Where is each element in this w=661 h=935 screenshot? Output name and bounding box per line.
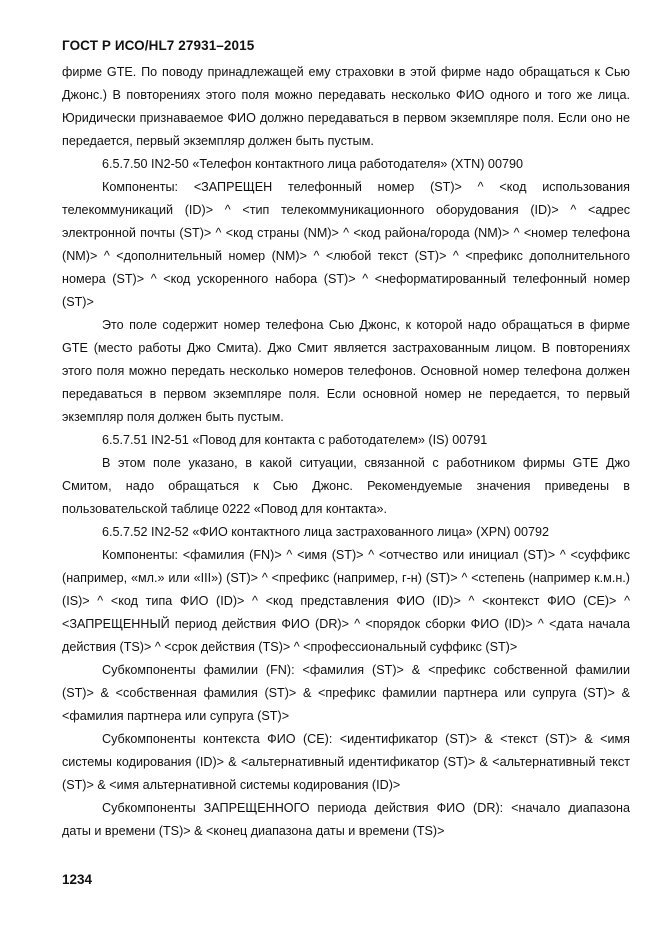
paragraph-components-xtn: Компоненты: <ЗАПРЕЩЕН телефонный номер (ST)> ^ <код использования телекоммуникаций (ID)> ^ <тип телекоммуникационного оборудования (ID)> ^ <адрес электронной почты (ST)> ^ <код страны (NM)> ^ <код района/города (NM)> ^ <номер телефона (NM)> ^ <дополнительный номер (NM)> ^ <любой текст (ST)> ^ <префикс дополнительного номера (ST)> ^ <код ускоренного набора (ST)> ^ <неформатированный телефонный номер (ST)>: [62, 180, 630, 309]
paragraph-components-xpn: Компоненты: <фамилия (FN)> ^ <имя (ST)> ^ <отчество или инициал (ST)> ^ <суффикс (например, «мл.» или «III») (ST)> ^ <префикс (например, г-н) (ST)> ^ <степень (например к.м.н.) (IS)> ^ <код типа ФИО (ID)> ^ <код представления ФИО (ID)> ^ <контекст ФИО (CE)> ^ <ЗАПРЕЩЕННЫЙ период действия ФИО (DR)> ^ <порядок сборки ФИО (ID)> ^ <дата начала действия (TS)> ^ <срок действия (TS)> ^ <профессиональный суффикс (ST)>: [62, 548, 630, 654]
paragraph-subcomponents-fn: Субкомпоненты фамилии (FN): <фамилия (ST)> & <префикс собственной фамилии (ST)> & <собственная фамилия (ST)> & <префикс фамилии партнера или супруга (ST)> & <фамилия партнера или супруга (ST)>: [62, 663, 630, 723]
section-heading-6-5-7-52: 6.5.7.52 IN2-52 «ФИО контактного лица застрахованного лица» (XPN) 00792: [102, 525, 549, 539]
page-number: 1234: [62, 872, 93, 887]
paragraph-subcomponents-dr: Субкомпоненты ЗАПРЕЩЕННОГО периода действия ФИО (DR): <начало диапазона даты и времени (TS)> & <конец диапазона даты и времени (TS)>: [62, 801, 630, 838]
paragraph-phone-description: Это поле содержит номер телефона Сью Джонс, к которой надо обращаться в фирме GTE (место работы Джо Смита). Джо Смит является застрахованным лицом. В повторениях этого поля можно передать несколько номеров телефонов. Основной номер телефона должен передаваться в первом экземпляре поля. Если основной номер не передается, то первый экземпляр поля должен быть пустым.: [62, 318, 630, 424]
paragraph-continuation: фирме GTE. По поводу принадлежащей ему страховки в этой фирме надо обращаться к Сью Джонс.) В повторениях этого поля можно передавать несколько ФИО одного и того же лица. Юридически признаваемое ФИО должно передаваться в первом экземпляре поля. Если оно не передается, первый экземпляр должен быть пустым.: [62, 65, 630, 148]
document-header: ГОСТ Р ИСО/HL7 27931–2015: [62, 38, 255, 53]
section-heading-6-5-7-50: 6.5.7.50 IN2-50 «Телефон контактного лица работодателя» (XTN) 00790: [102, 157, 523, 171]
paragraph-subcomponents-ce: Субкомпоненты контекста ФИО (CE): <идентификатор (ST)> & <текст (ST)> & <имя системы кодирования (ID)> & <альтернативный идентификатор (ST)> & <альтернативный текст (ST)> & <имя альтернативной системы кодирования (ID)>: [62, 732, 630, 792]
document-body: [62, 61, 630, 843]
paragraph-contact-reason: В этом поле указано, в какой ситуации, связанной с работником фирмы GTE Джо Смитом, надо обращаться к Сью Джонс. Рекомендуемые значения приведены в пользовательской таблице 0222 «Повод для контакта».: [62, 456, 630, 516]
section-heading-6-5-7-51: 6.5.7.51 IN2-51 «Повод для контакта с работодателем» (IS) 00791: [102, 433, 488, 447]
